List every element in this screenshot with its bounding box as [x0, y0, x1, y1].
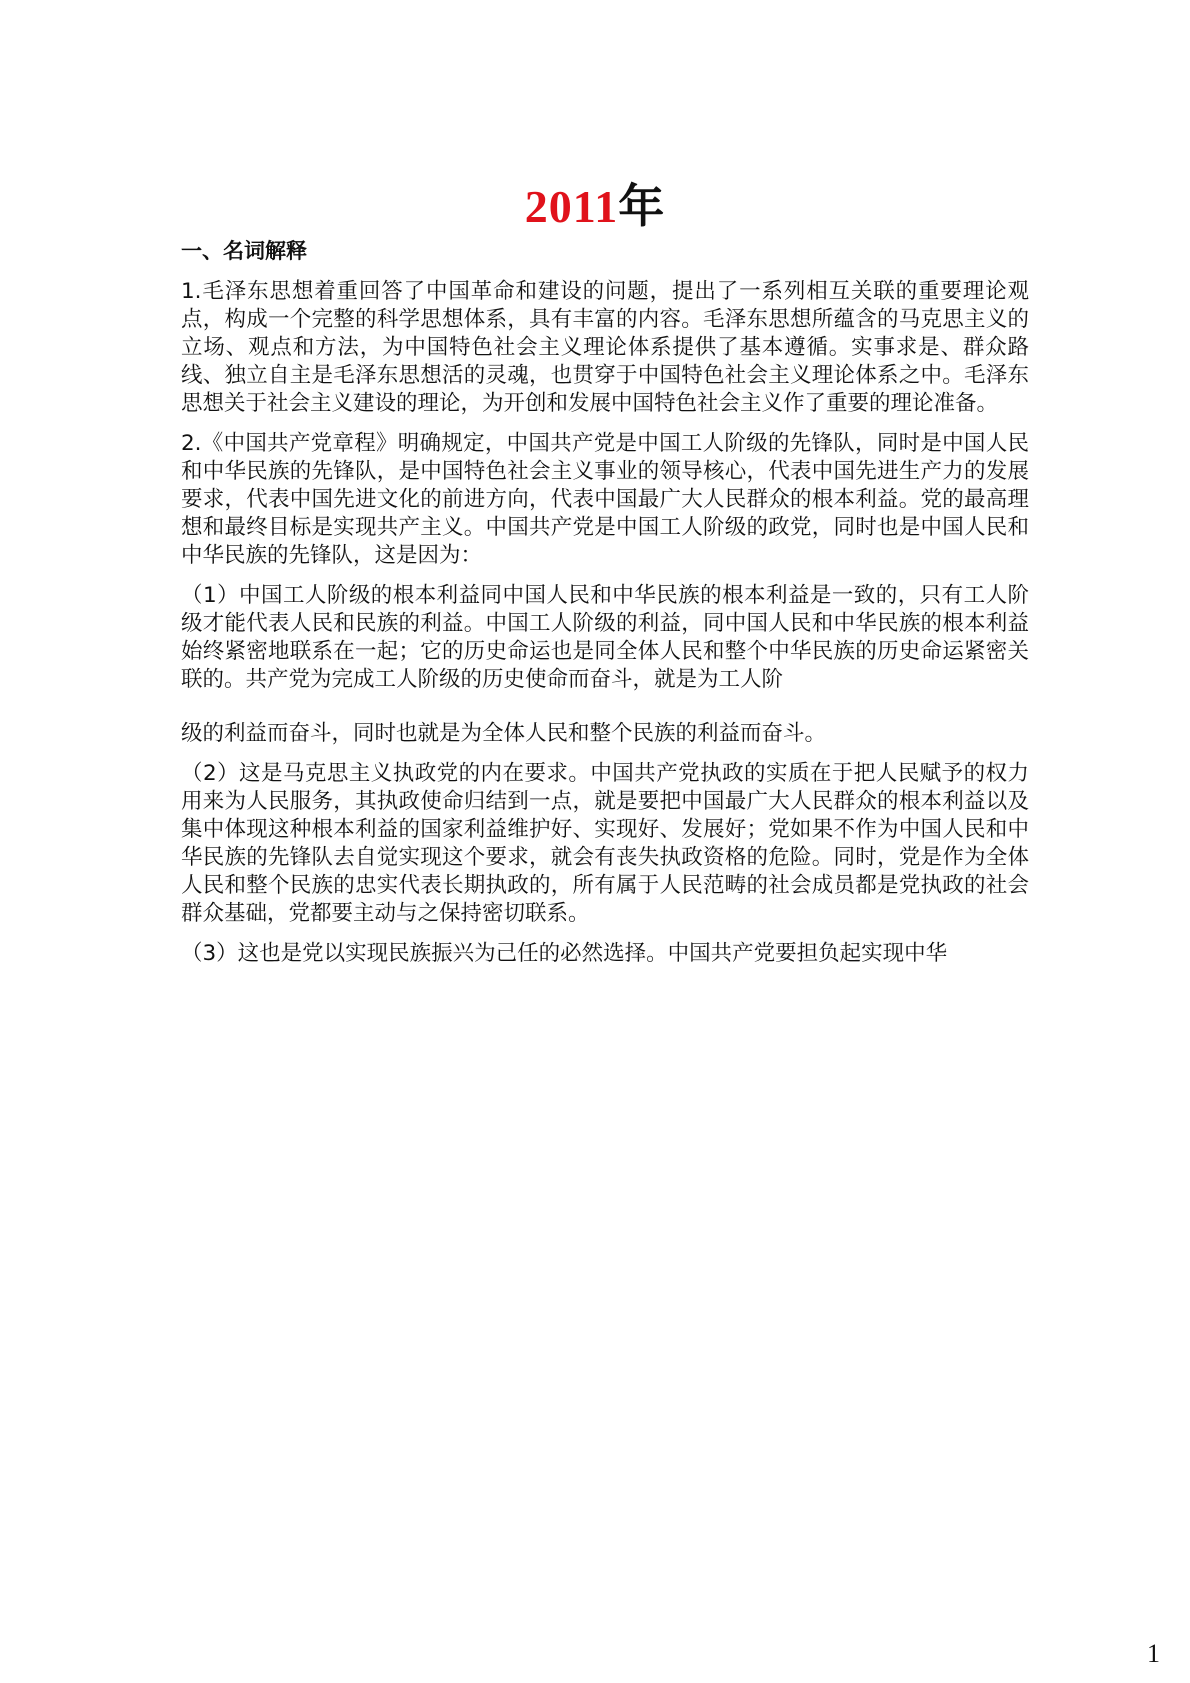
title-year: 2011 — [524, 181, 619, 232]
paragraph-2: 2.《中国共产党章程》明确规定，中国共产党是中国工人阶级的先锋队，同时是中国人民和中华民族的先锋队，是中国特色社会主义事业的领导核心，代表中国先进生产力的发展要求，代表中国先进文化的前进方向，代表中国最广大人民群众的根本利益。党的最高理想和最终目标是实现共产主义。中国共产党是中国工人阶级的政党，同时也是中国人民和中华民族的先锋队，这是因为： — [181, 431, 1029, 568]
page-number: 1 — [1147, 1639, 1160, 1668]
page-title — [0, 176, 1190, 237]
paragraph-4: 级的利益而奋斗，同时也就是为全体人民和整个民族的利益而奋斗。 — [181, 721, 827, 746]
document-body — [181, 278, 1029, 980]
title-suffix: 年 — [618, 179, 666, 233]
paragraph-1: 1.毛泽东思想着重回答了中国革命和建设的问题，提出了一系列相互关联的重要理论观点，构成一个完整的科学思想体系，具有丰富的内容。毛泽东思想所蕴含的马克思主义的立场、观点和方法，为中国特色社会主义理论体系提供了基本遵循。实事求是、群众路线、独立自主是毛泽东思想活的灵魂，也贯穿于中国特色社会主义理论体系之中。毛泽东思想关于社会主义建设的理论，为开创和发展中国特色社会主义作了重要的理论准备。 — [181, 279, 1029, 416]
section-heading: 一、名词解释 — [181, 239, 307, 263]
paragraph-3: （1）中国工人阶级的根本利益同中国人民和中华民族的根本利益是一致的，只有工人阶级才能代表人民和民族的利益。中国工人阶级的利益，同中国人民和中华民族的根本利益始终紧密地联系在一起；它的历史命运也是同全体人民和整个中华民族的历史命运紧密关联的。共产党为完成工人阶级的历史使命而奋斗，就是为工人阶 — [181, 583, 1029, 692]
paragraph-5: （2）这是马克思主义执政党的内在要求。中国共产党执政的实质在于把人民赋予的权力用来为人民服务，其执政使命归结到一点，就是要把中国最广大人民群众的根本利益以及集中体现这种根本利益的国家利益维护好、实现好、发展好；党如果不作为中国人民和中华民族的先锋队去自觉实现这个要求，就会有丧失执政资格的危险。同时，党是作为全体人民和整个民族的忠实代表长期执政的，所有属于人民范畴的社会成员都是党执政的社会群众基础，党都要主动与之保持密切联系。 — [181, 761, 1029, 926]
paragraph-6: （3）这也是党以实现民族振兴为己任的必然选择。中国共产党要担负起实现中华 — [181, 941, 948, 966]
